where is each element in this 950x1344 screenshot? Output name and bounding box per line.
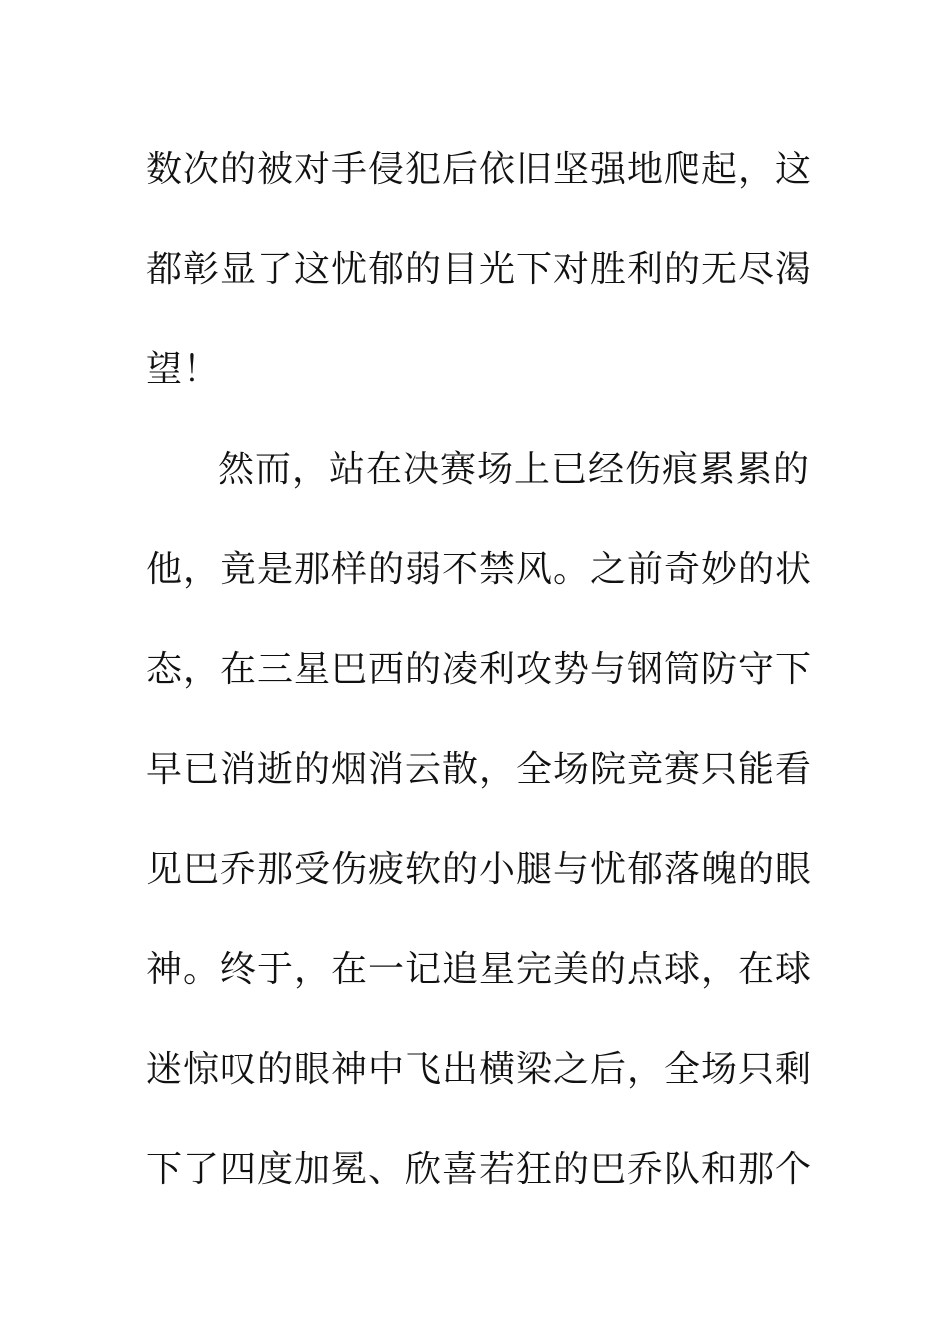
text-line: 迷惊叹的眼神中飞出横梁之后，全场只剩 [146, 1049, 813, 1090]
text-line: 早已消逝的烟消云散，全场院竞赛只能看 [146, 749, 813, 790]
text-line: 都彰显了这忧郁的目光下对胜利的无尽渴 [146, 249, 813, 290]
text-line: 下了四度加冕、欣喜若狂的巴乔队和那个 [146, 1149, 813, 1190]
body-text [146, 120, 813, 1220]
text-line: 他，竟是那样的弱不禁风。之前奇妙的状 [146, 549, 813, 590]
text-line: 见巴乔那受伤疲软的小腿与忧郁落魄的眼 [146, 849, 813, 890]
text-line: 数次的被对手侵犯后依旧坚强地爬起，这 [146, 149, 813, 190]
text-line: 望！ [146, 349, 221, 390]
text-line: 态，在三星巴西的凌利攻势与钢筒防守下 [146, 649, 813, 690]
text-line: 神。终于，在一记追星完美的点球，在球 [146, 949, 813, 990]
paragraph-start-line: 然而，站在决赛场上已经伤痕累累的 [218, 449, 811, 490]
